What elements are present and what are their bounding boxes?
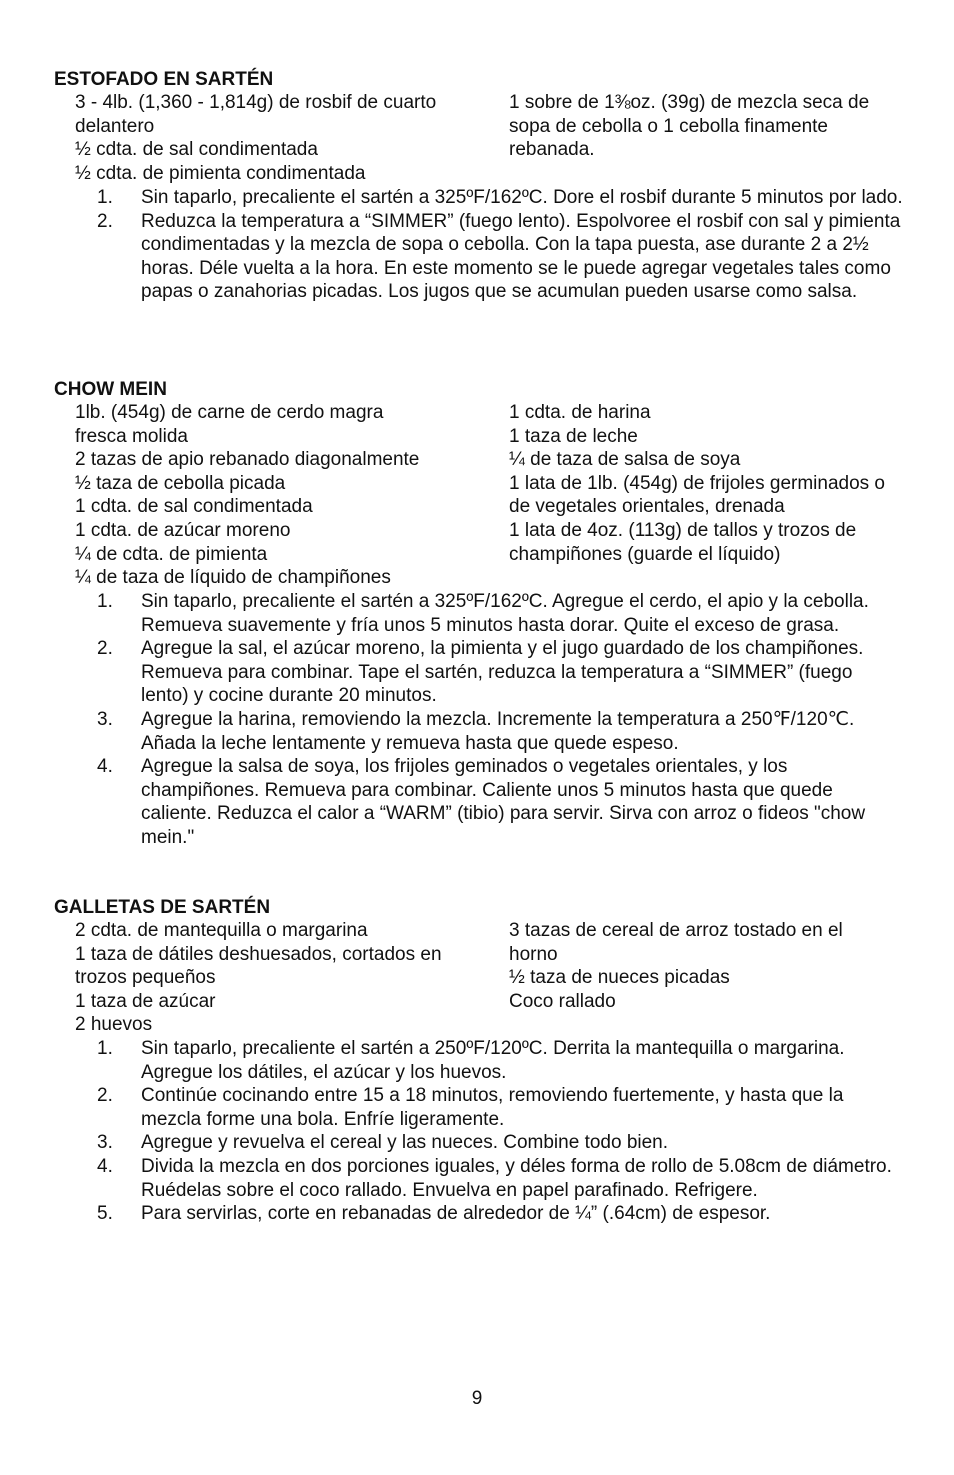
step-text: Sin taparlo, precaliente el sartén a 250ºF/120ºC. Derrita la mantequilla o margarina. Agregue los dátiles, el azúcar y los huevos. (141, 1038, 845, 1083)
ingredient: 1lb. (454g) de carne de cerdo magra fresca molida (75, 402, 384, 447)
ingredient: 3 - 4lb. (1,360 - 1,814g) de rosbif de cuarto delantero (75, 92, 437, 137)
step-number: 4. (97, 1155, 113, 1177)
step-text: Agregue la salsa de soya, los frijoles geminados o vegetales orientales, y los champiñones. Remueva para combinar. Caliente unos 5 minutos hasta que quede caliente. Reduzca el calor a “WARM” (tibio) para servir. Sirva con arroz o fideos "chow mein." (141, 756, 866, 848)
ingredients-right (509, 91, 909, 162)
ingredient: 2 tazas de apio rebanado diagonalmente (75, 449, 420, 471)
ingredients-right (509, 919, 909, 1013)
ingredient: 1 cdta. de azúcar moreno (75, 519, 291, 541)
ingredients (54, 91, 904, 186)
page-number: 9 (471, 1388, 483, 1409)
step (54, 590, 904, 637)
step-text: Sin taparlo, precaliente el sartén a 325ºF/162ºC. Dore el rosbif durante 5 minutos por lado. (141, 187, 903, 208)
step-number: 2. (97, 1085, 113, 1107)
recipe-title: CHOW MEIN (54, 379, 167, 400)
ingredient: 1 taza de leche (509, 425, 638, 447)
steps (54, 590, 904, 850)
ingredient: ½ taza de cebolla picada (75, 472, 286, 494)
step-number: 1. (97, 1038, 113, 1059)
ingredient: 1 taza de dátiles deshuesados, cortados en trozos pequeños (75, 943, 442, 989)
step (54, 708, 904, 755)
ingredients-left (75, 401, 495, 590)
step (54, 210, 904, 304)
step-number: 1. (97, 591, 113, 612)
ingredient: 1 lata de 1lb. (454g) de frijoles germinados o de vegetales orientales, drenada (509, 472, 886, 518)
recipe-estofado (54, 68, 904, 304)
ingredient: ½ taza de nueces picadas (509, 967, 730, 989)
ingredient: ½ cdta. de pimienta condimentada (75, 162, 366, 184)
ingredient: 1 sobre de 1⅜oz. (39g) de mezcla seca de sopa de cebolla o 1 cebolla finamente rebanada. (509, 92, 870, 161)
ingredients (54, 919, 904, 1037)
step-number: 3. (97, 708, 113, 730)
ingredient: 3 tazas de cereal de arroz tostado en el horno (509, 920, 843, 965)
ingredient: 2 cdta. de mantequilla o margarina (75, 920, 368, 941)
step (54, 186, 904, 210)
steps (54, 186, 904, 304)
step-text: Reduzca la temperatura a “SIMMER” (fuego lento). Espolvoree el rosbif con sal y pimienta condimentadas y la mezcla de sopa o cebolla. Con la tapa puesta, ase durante 2 a 2½ horas. Déle vuelta a la hora. En este momento se le puede agregar vegetales tales como papas o zanahorias picadas. Los jugos que se acumulan pueden usarse como salsa. (141, 210, 901, 303)
ingredients (54, 401, 904, 590)
step-number: 4. (97, 756, 113, 778)
ingredients-right (509, 401, 909, 566)
step-text: Agregue y revuelva el cereal y las nueces. Combine todo bien. (141, 1132, 669, 1154)
step (54, 1131, 904, 1155)
recipe-chow-mein (54, 378, 904, 850)
ingredient: 1 lata de 4oz. (113g) de tallos y trozos de champiñones (guarde el líquido) (509, 519, 857, 565)
recipe-title: GALLETAS DE SARTÉN (54, 897, 271, 918)
step-text: Divida la mezcla en dos porciones iguales, y déles forma de rollo de 5.08cm de diámetro. Ruédelas sobre el coco rallado. Envuelva en papel parafinado. Refrigere. (141, 1155, 892, 1201)
ingredient: ¼ de taza de salsa de soya (509, 449, 741, 471)
step-text: Continúe cocinando entre 15 a 18 minutos, removiendo fuertemente, y hasta que la mezcla forme una bola. Enfríe ligeramente. (141, 1085, 844, 1130)
step-text: Agregue la sal, el azúcar moreno, la pimienta y el jugo guardado de los champiñones. Remueva para combinar. Tape el sartén, reduzca la temperatura a “SIMMER” (fuego lento) y cocine durante 20 minutos. (141, 638, 864, 707)
ingredients-left (75, 91, 495, 185)
ingredient: ¼ de taza de líquido de champiñones (75, 567, 391, 589)
step (54, 637, 904, 708)
step-number: 3. (97, 1132, 113, 1154)
step-text: Para servirlas, corte en rebanadas de alrededor de ¼” (.64cm) de espesor. (141, 1203, 771, 1225)
step-text: Sin taparlo, precaliente el sartén a 325ºF/162ºC. Agregue el cerdo, el apio y la cebolla. Remueva suavemente y fría unos 5 minutos hasta dorar. Quite el exceso de grasa. (141, 591, 869, 636)
step (54, 1155, 904, 1202)
recipe-galletas (54, 896, 904, 1226)
step-text: Agregue la harina, removiendo la mezcla. Incremente la temperatura a 250℉/120℃. Añada la leche lentamente y remueva hasta que quede espeso. (141, 708, 855, 754)
ingredient: 2 huevos (75, 1014, 153, 1036)
ingredient: ¼ de cdta. de pimienta (75, 543, 268, 565)
ingredient: ½ cdta. de sal condimentada (75, 139, 318, 161)
recipe-title: ESTOFADO EN SARTÉN (54, 69, 274, 90)
step-number: 2. (97, 210, 113, 232)
step (54, 1037, 904, 1084)
ingredient: 1 taza de azúcar (75, 990, 216, 1012)
ingredient: Coco rallado (509, 990, 616, 1012)
steps (54, 1037, 904, 1226)
step-number: 5. (97, 1203, 113, 1225)
ingredients-left (75, 919, 495, 1037)
step-number: 1. (97, 187, 113, 208)
ingredient: 1 cdta. de harina (509, 402, 651, 423)
step (54, 755, 904, 849)
ingredient: 1 cdta. de sal condimentada (75, 496, 313, 518)
step (54, 1202, 904, 1226)
step (54, 1084, 904, 1131)
step-number: 2. (97, 638, 113, 660)
